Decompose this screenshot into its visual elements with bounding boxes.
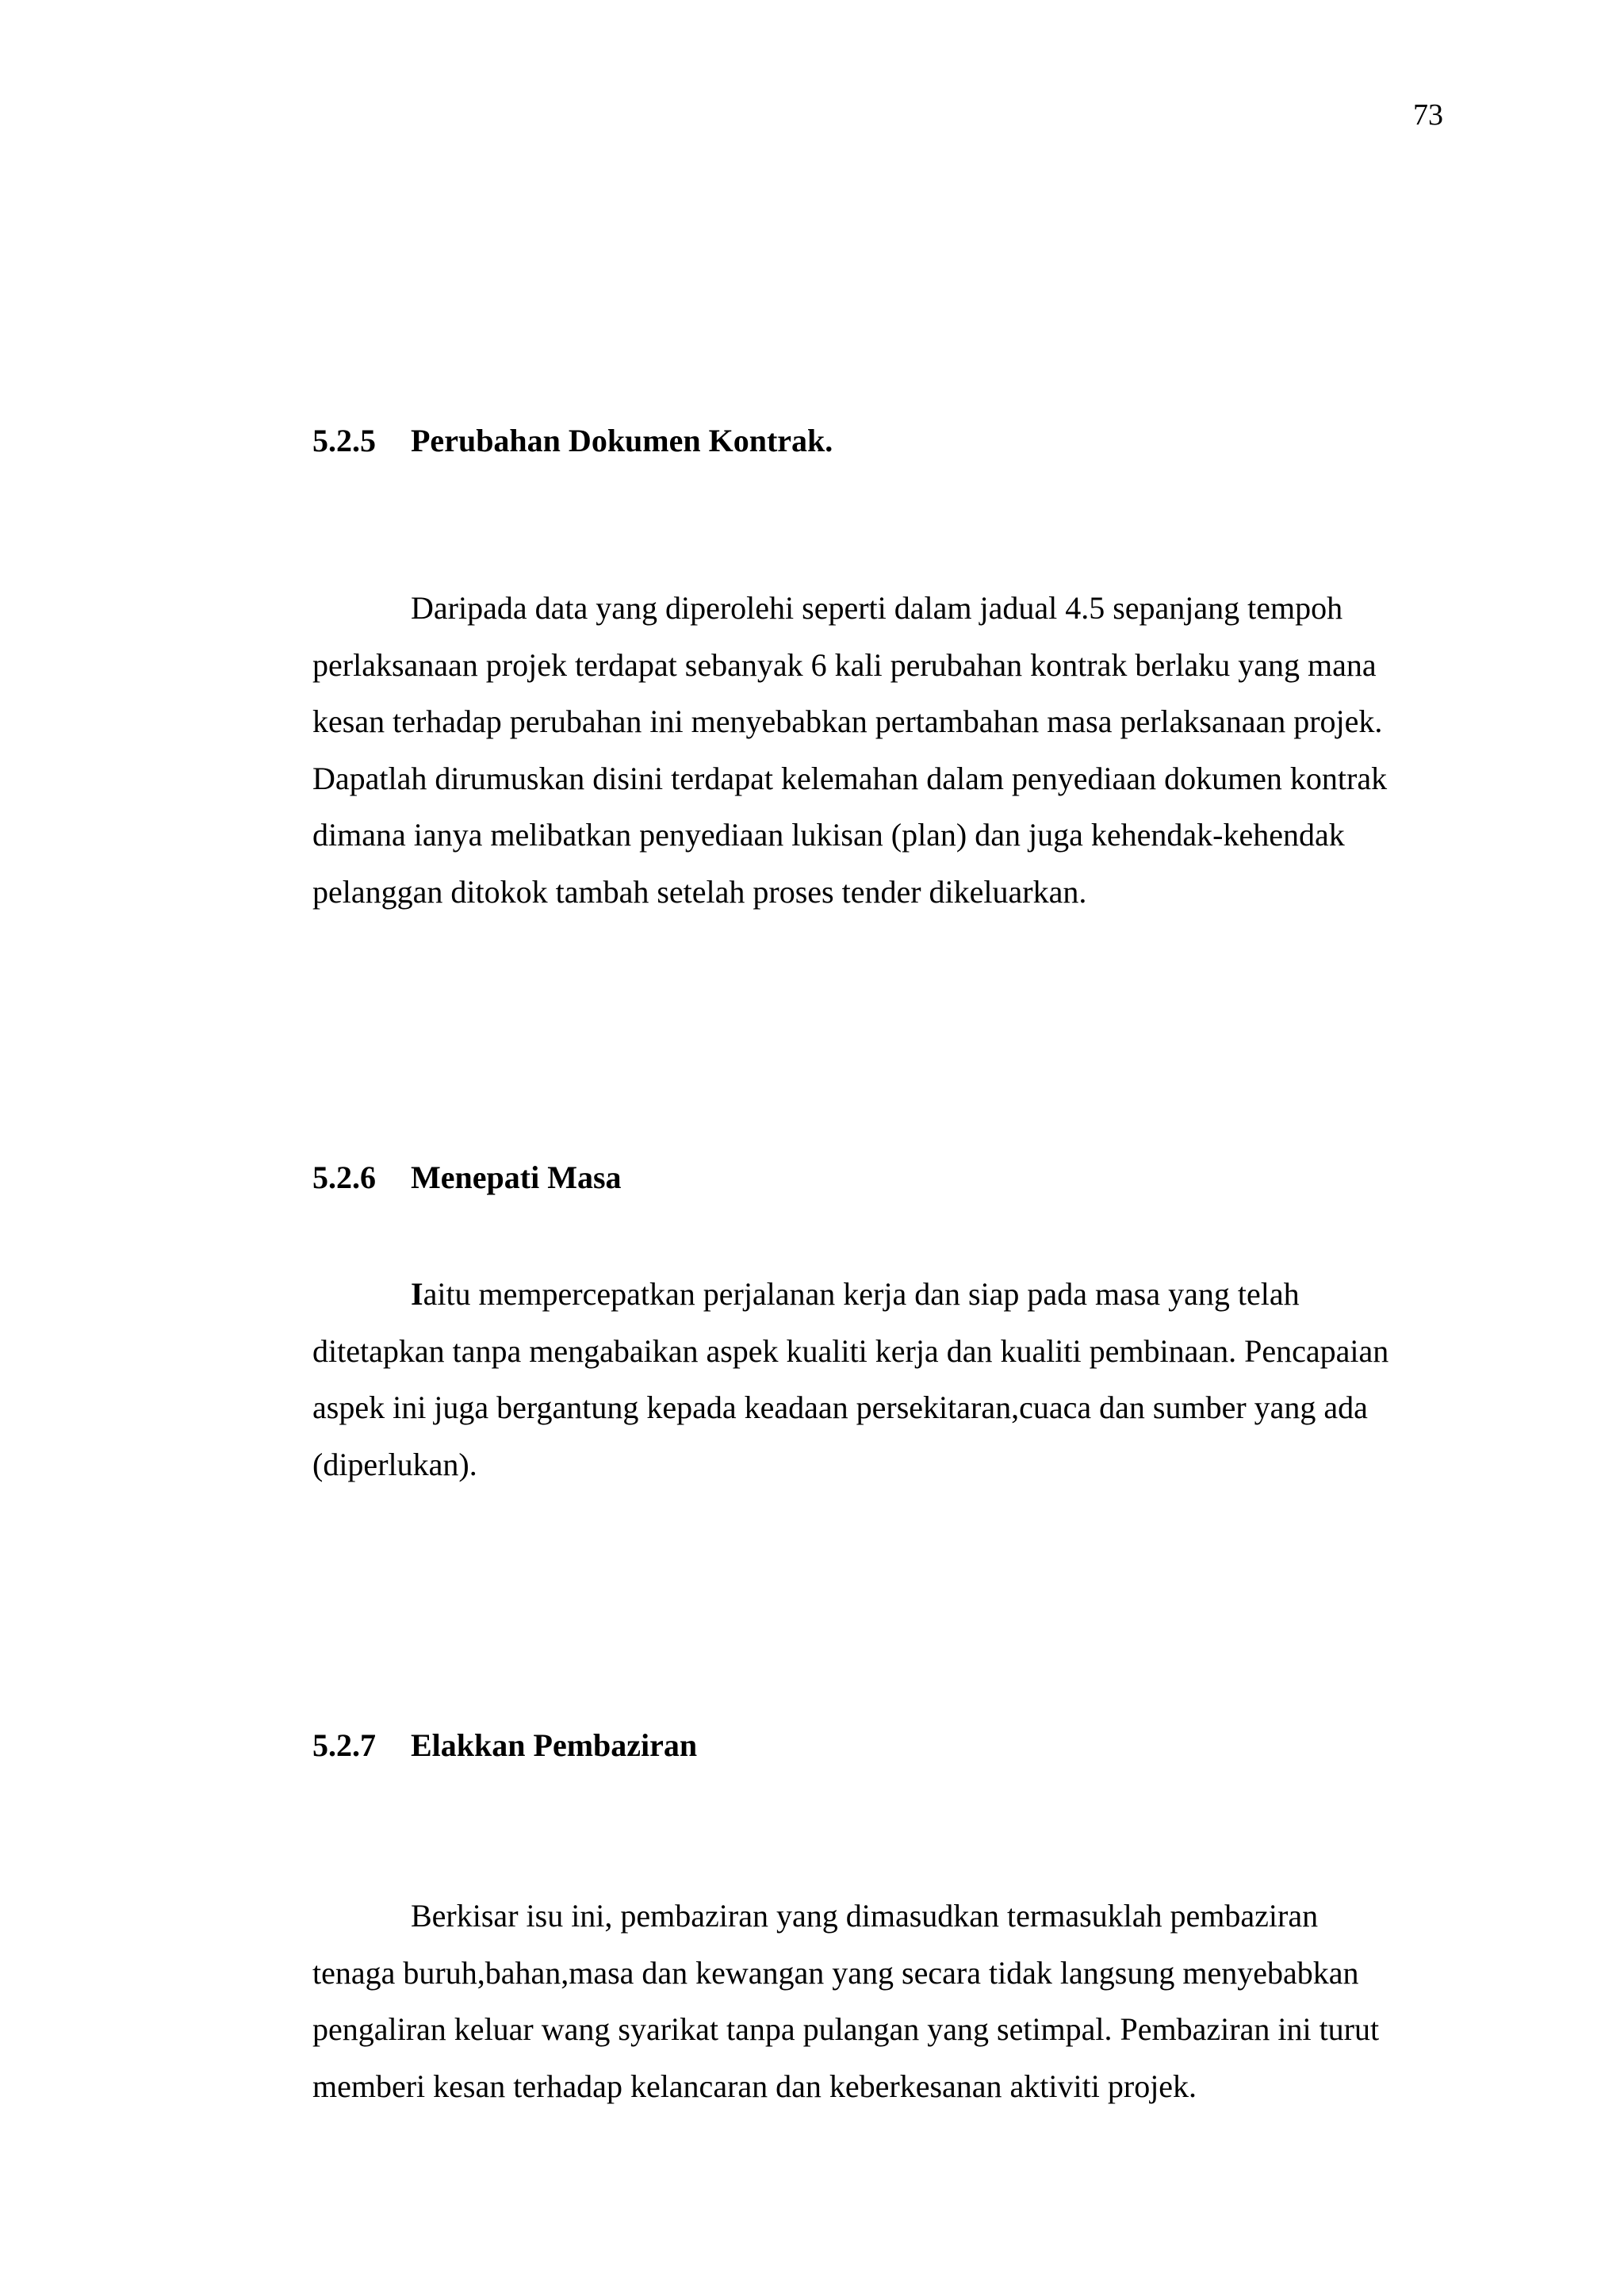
paragraph-line: perlaksanaan projek terdapat sebanyak 6 kali perubahan kontrak berlaku yang mana: [312, 646, 1377, 683]
paragraph-5-2-7: [312, 1888, 1454, 2114]
paragraph-line: dimana ianya melibatkan penyediaan lukisan (plan) dan juga kehendak-kehendak: [312, 817, 1345, 853]
paragraph-line: Berkisar isu ini, pembaziran yang dimasudkan termasuklah pembaziran: [411, 1898, 1319, 1934]
paragraph-line: kesan terhadap perubahan ini menyebabkan pertambahan masa perlaksanaan projek.: [312, 703, 1383, 739]
paragraph-line: tenaga buruh,bahan,masa dan kewangan yang secara tidak langsung menyebabkan: [312, 1954, 1359, 1991]
paragraph-line: memberi kesan terhadap kelancaran dan keberkesanan aktiviti projek.: [312, 2068, 1197, 2104]
bold-initial-letter: I: [411, 1276, 423, 1312]
section-heading-5-2-6: [312, 1159, 622, 1197]
section-title: Menepati Masa: [411, 1159, 622, 1195]
section-heading-5-2-5: [312, 422, 833, 460]
section-number: 5.2.5: [312, 423, 376, 458]
section-number: 5.2.7: [312, 1727, 376, 1763]
paragraph-line: (diperlukan).: [312, 1446, 477, 1482]
section-title: Elakkan Pembaziran: [411, 1727, 698, 1763]
paragraph-line: Dapatlah dirumuskan disini terdapat kelemahan dalam penyediaan dokumen kontrak: [312, 760, 1388, 796]
paragraph-line-text: aitu mempercepatkan perjalanan kerja dan siap pada masa yang telah: [423, 1276, 1300, 1312]
section-title: Perubahan Dokumen Kontrak.: [411, 423, 833, 458]
paragraph-line: [312, 1266, 1454, 1323]
paragraph-5-2-5: [312, 580, 1454, 920]
paragraph-line: ditetapkan tanpa mengabaikan aspek kualiti kerja dan kualiti pembinaan. Pencapaian: [312, 1332, 1389, 1369]
page-number: 73: [1413, 98, 1443, 132]
section-heading-5-2-7: [312, 1727, 697, 1765]
paragraph-5-2-6: [312, 1266, 1454, 1493]
paragraph-line: pengaliran keluar wang syarikat tanpa pulangan yang setimpal. Pembaziran ini turut: [312, 2011, 1380, 2047]
paragraph-line: pelanggan ditokok tambah setelah proses tender dikeluarkan.: [312, 873, 1087, 910]
section-number: 5.2.6: [312, 1159, 376, 1195]
paragraph-line: Daripada data yang diperolehi seperti dalam jadual 4.5 sepanjang tempoh: [411, 590, 1343, 626]
paragraph-line: aspek ini juga bergantung kepada keadaan persekitaran,cuaca dan sumber yang ada: [312, 1389, 1368, 1425]
